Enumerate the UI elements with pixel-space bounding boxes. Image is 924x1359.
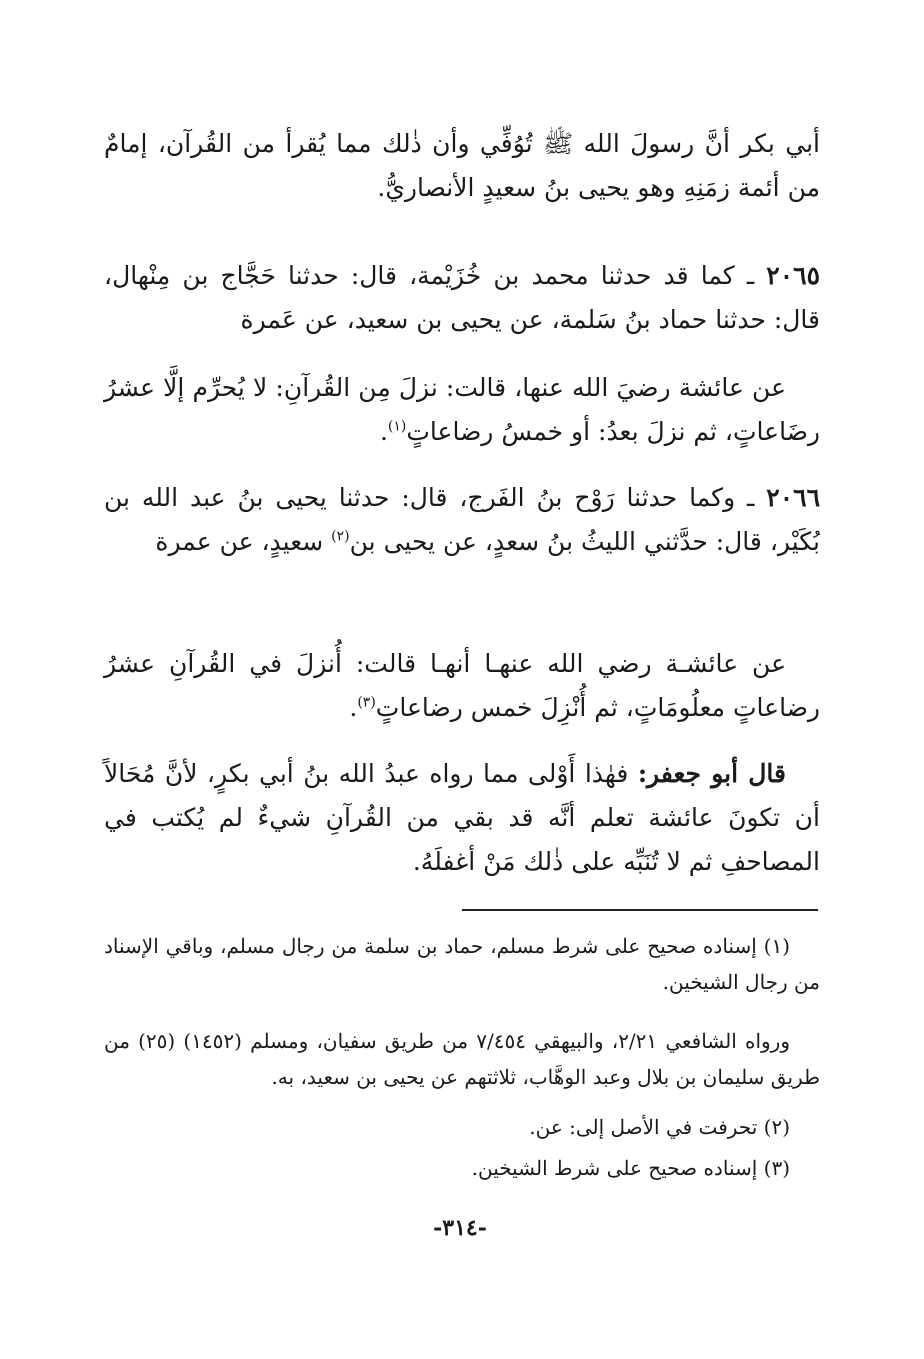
hadith-2065 bbox=[104, 254, 820, 342]
hadith-2066 bbox=[104, 476, 820, 564]
author-commentary bbox=[104, 752, 820, 884]
hadith-chain: ـ كما قد حدثنا محمد بن خُزَيْمة، قال: حدثنا حَجَّاج بن مِنْهال، قال: حدثنا حماد بنُ سَلمة، عن يحيى بن سعيد، عن عَمرة bbox=[104, 261, 820, 334]
footnote-1 bbox=[104, 928, 820, 1000]
commentary-text: فهٰذا أَوْلى مما رواه عبدُ الله بنُ أبي بكرٍ، لأنَّ مُحَالاً أن تكونَ عائشة تعلم أنَّه قد بقي من القُرآنِ شيءٌ لم يُكتب في المصاحفِ ثم لا تُنَبِّه على ذٰلك مَنْ أغفلَهُ. bbox=[104, 759, 820, 876]
hadith-2066-text bbox=[104, 642, 820, 730]
footnote-marker[interactable]: (٣) bbox=[357, 694, 376, 711]
footnote-1-continued bbox=[104, 1023, 820, 1095]
hadith-matn: عن عائشة رضيَ الله عنها، قالت: نزلَ مِن القُرآنِ: لا يُحرِّم إلَّا عشرُ رضَاعاتٍ، ثم نزلَ بعدُ: أو خمسُ رضاعاتٍ bbox=[104, 373, 820, 446]
footnote-divider bbox=[462, 909, 818, 911]
footnote-marker[interactable]: (١) bbox=[387, 418, 407, 435]
paragraph-text bbox=[104, 254, 820, 342]
hadith-chain: ـ وكما حدثنا رَوْح بنُ الفَرج، قال: حدثنا يحيى بنُ عبد الله بن بُكَيْر، قال: حدَّثني الليثُ بنُ سعدٍ، عن يحيى بن bbox=[104, 483, 820, 556]
hadith-chain-end: سعيدٍ، عن عمرة bbox=[155, 527, 332, 556]
paragraph-text: عن عائشـة رضي الله عنهـا أنهـا قالت: أُنزلَ في القُرآنِ عشرُ رضاعاتٍ معلُومَاتٍ، ثم أُنْزِلَ خمس رضاعاتٍ$^{(٣)}$. bbox=[104, 649, 820, 722]
footnote-2 bbox=[104, 1109, 820, 1145]
footnote-text: (١) إسناده صحيح على شرط مسلم، حماد بن سلمة من رجال مسلم، وباقي الإسناد من رجال الشيخين. bbox=[104, 934, 820, 994]
footnote-text: (٢) تحرفت في الأصل إلى: عن. bbox=[529, 1115, 790, 1139]
page-number: -٣١٤- bbox=[433, 1215, 487, 1241]
paragraph-text: عن عائشة رضيَ الله عنها، قالت: نزلَ مِن القُرآنِ: لا يُحرِّم إلَّا عشرُ رضَاعاتٍ، ثم نزلَ بعدُ: أو خمسُ رضاعاتٍ$^{(١)}$. bbox=[104, 373, 820, 446]
commentary-lead: قال أبو جعفر: bbox=[637, 759, 786, 788]
hadith-number: ٢٠٦٦ bbox=[766, 483, 820, 512]
paragraph-text: أبي بكر أنَّ رسولَ الله ﷺ تُوُفِّي وأن ذٰلك مما يُقرأ من القُرآن، إمامٌ من أئمة زمَنِهِ وهو يحيى بنُ سعيدٍ الأنصاريُّ. bbox=[104, 129, 820, 202]
hadith-matn: عن عائشـة رضي الله عنهـا أنهـا قالت: أُنزلَ في القُرآنِ عشرُ رضاعاتٍ معلُومَاتٍ، ثم أُنْزِلَ خمس رضاعاتٍ bbox=[104, 649, 820, 722]
hadith-number: ٢٠٦٥ bbox=[766, 261, 820, 290]
footnote-marker[interactable]: (٢) bbox=[331, 528, 350, 545]
footnote-3 bbox=[104, 1150, 820, 1186]
paragraph-text bbox=[104, 476, 820, 564]
footnote-text: (٣) إسناده صحيح على شرط الشيخين. bbox=[471, 1156, 790, 1180]
paragraph-continuation bbox=[104, 122, 820, 210]
paragraph-text bbox=[104, 752, 820, 884]
footnote-text: ورواه الشافعي ٢/٢١، والبيهقي ٧/٤٥٤ من طريق سفيان، ومسلم (١٤٥٢) (٢٥) من طريق سليمان بن بلال وعبد الوهَّاب، ثلاثتهم عن يحيى بن سعيد، به. bbox=[104, 1029, 820, 1089]
hadith-2065-text bbox=[104, 366, 820, 454]
